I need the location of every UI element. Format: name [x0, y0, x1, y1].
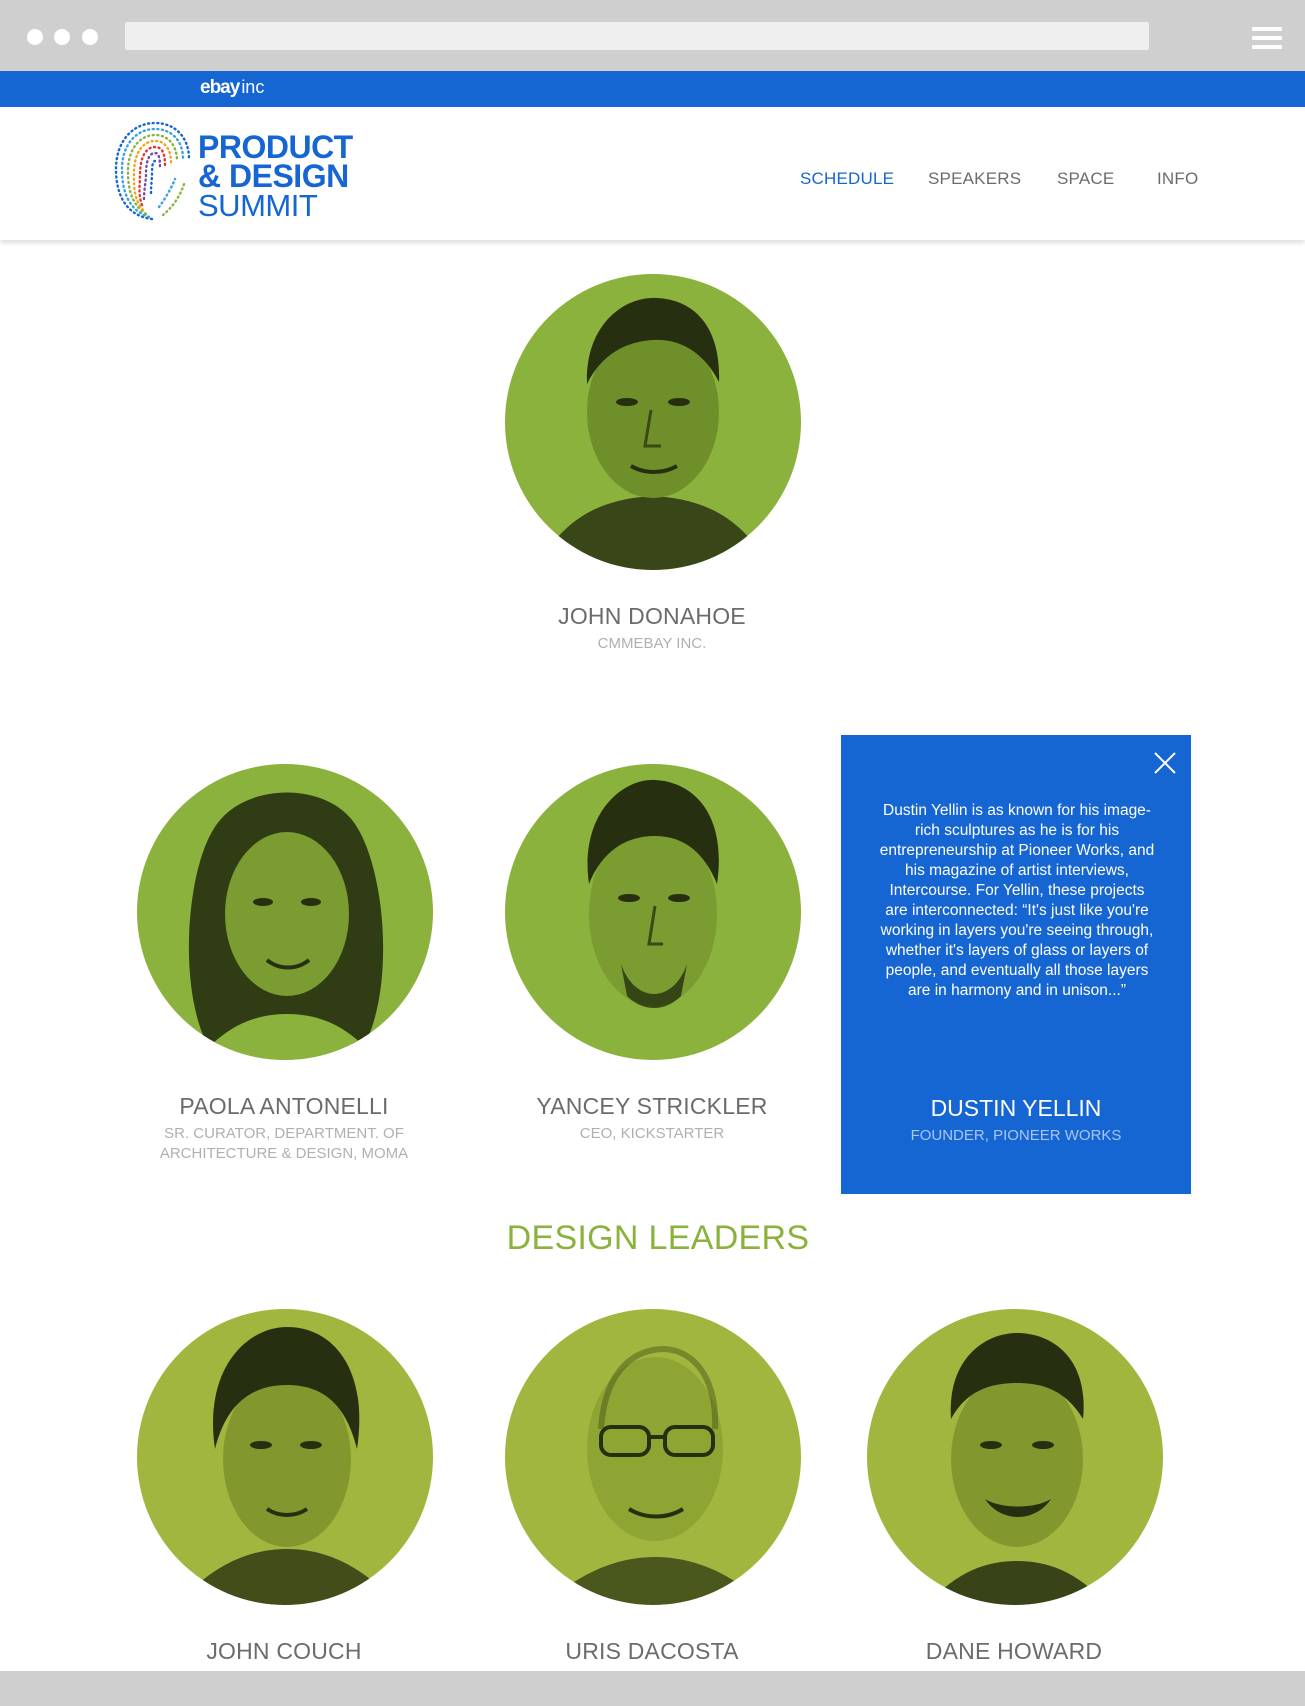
speaker-role: CEO, KICKSTARTER [579, 1125, 725, 1142]
address-bar[interactable] [125, 22, 1149, 50]
portrait-image [867, 1309, 1163, 1605]
speaker-name: PAOLA ANTONELLI [179, 1093, 389, 1119]
speaker-role-line-1: SR. CURATOR, DEPARTMENT. OF [164, 1125, 404, 1142]
speaker-name: DANE HOWARD [925, 1638, 1103, 1664]
speaker-portrait[interactable] [867, 1309, 1163, 1605]
speaker-name: YANCEY STRICKLER [536, 1093, 768, 1119]
summit-logo[interactable] [198, 129, 353, 223]
speaker-role-line-2: ARCHITECTURE & DESIGN, MOMA [159, 1145, 409, 1162]
logo-line-3: SUMMIT [198, 188, 318, 223]
browser-chrome [0, 0, 1305, 71]
section-title: DESIGN LEADERS [506, 1219, 810, 1257]
page [0, 71, 1305, 1671]
brand-suffix: inc [241, 77, 265, 97]
speaker-portrait[interactable] [505, 274, 801, 570]
logo-line-2: & DESIGN [198, 158, 349, 194]
menu-icon[interactable] [1252, 27, 1282, 49]
portrait-image [505, 1309, 801, 1605]
portrait-image [137, 1309, 433, 1605]
fingerprint-logo-icon[interactable] [113, 119, 191, 225]
nav-speakers[interactable]: SPEAKERS [928, 169, 1022, 188]
speaker-name: URIS DACOSTA [565, 1638, 739, 1664]
site-header [0, 107, 1305, 240]
speaker-name: JOHN DONAHOE [558, 603, 746, 629]
speaker-bio-card [841, 735, 1191, 1194]
speaker-role: CMMEBAY INC. [597, 635, 707, 652]
nav-schedule[interactable]: SCHEDULE [800, 169, 895, 188]
portrait-image [505, 764, 801, 1060]
speaker-portrait[interactable] [505, 764, 801, 1060]
browser-bottom-bar [0, 1671, 1305, 1706]
window-dot-minimize[interactable] [54, 29, 70, 45]
ebay-inc-logo[interactable] [200, 77, 264, 99]
ebay-topbar [0, 71, 1305, 107]
window-dot-close[interactable] [27, 29, 43, 45]
speaker-role [104, 1124, 464, 1164]
close-icon[interactable] [1153, 751, 1177, 775]
nav-space[interactable]: SPACE [1057, 169, 1115, 188]
logo-line-1: PRODUCT [198, 129, 353, 165]
brand-name: ebay [200, 77, 240, 98]
speaker-portrait[interactable] [505, 1309, 801, 1605]
nav-info[interactable]: INFO [1157, 169, 1199, 188]
speaker-bio-text: Dustin Yellin is as known for his image-rich sculptures as he is for his entrepreneurship at Pioneer Works, and his magazine of artist interviews, Intercourse. For Yellin, these projects are interconnected: “It's just like you're working in layers you're seeing through, whether it's layers of glass or layers of people, and eventually all those layers are in harmony and in unison...” [879, 802, 1155, 999]
speaker-portrait[interactable] [137, 764, 433, 1060]
portrait-image [505, 274, 801, 570]
portrait-image [137, 764, 433, 1060]
window-dot-maximize[interactable] [82, 29, 98, 45]
speaker-portrait[interactable] [137, 1309, 433, 1605]
speaker-name: DUSTIN YELLIN [930, 1095, 1102, 1121]
speaker-role: FOUNDER, PIONEER WORKS [910, 1127, 1122, 1144]
speaker-name: JOHN COUCH [206, 1638, 362, 1664]
